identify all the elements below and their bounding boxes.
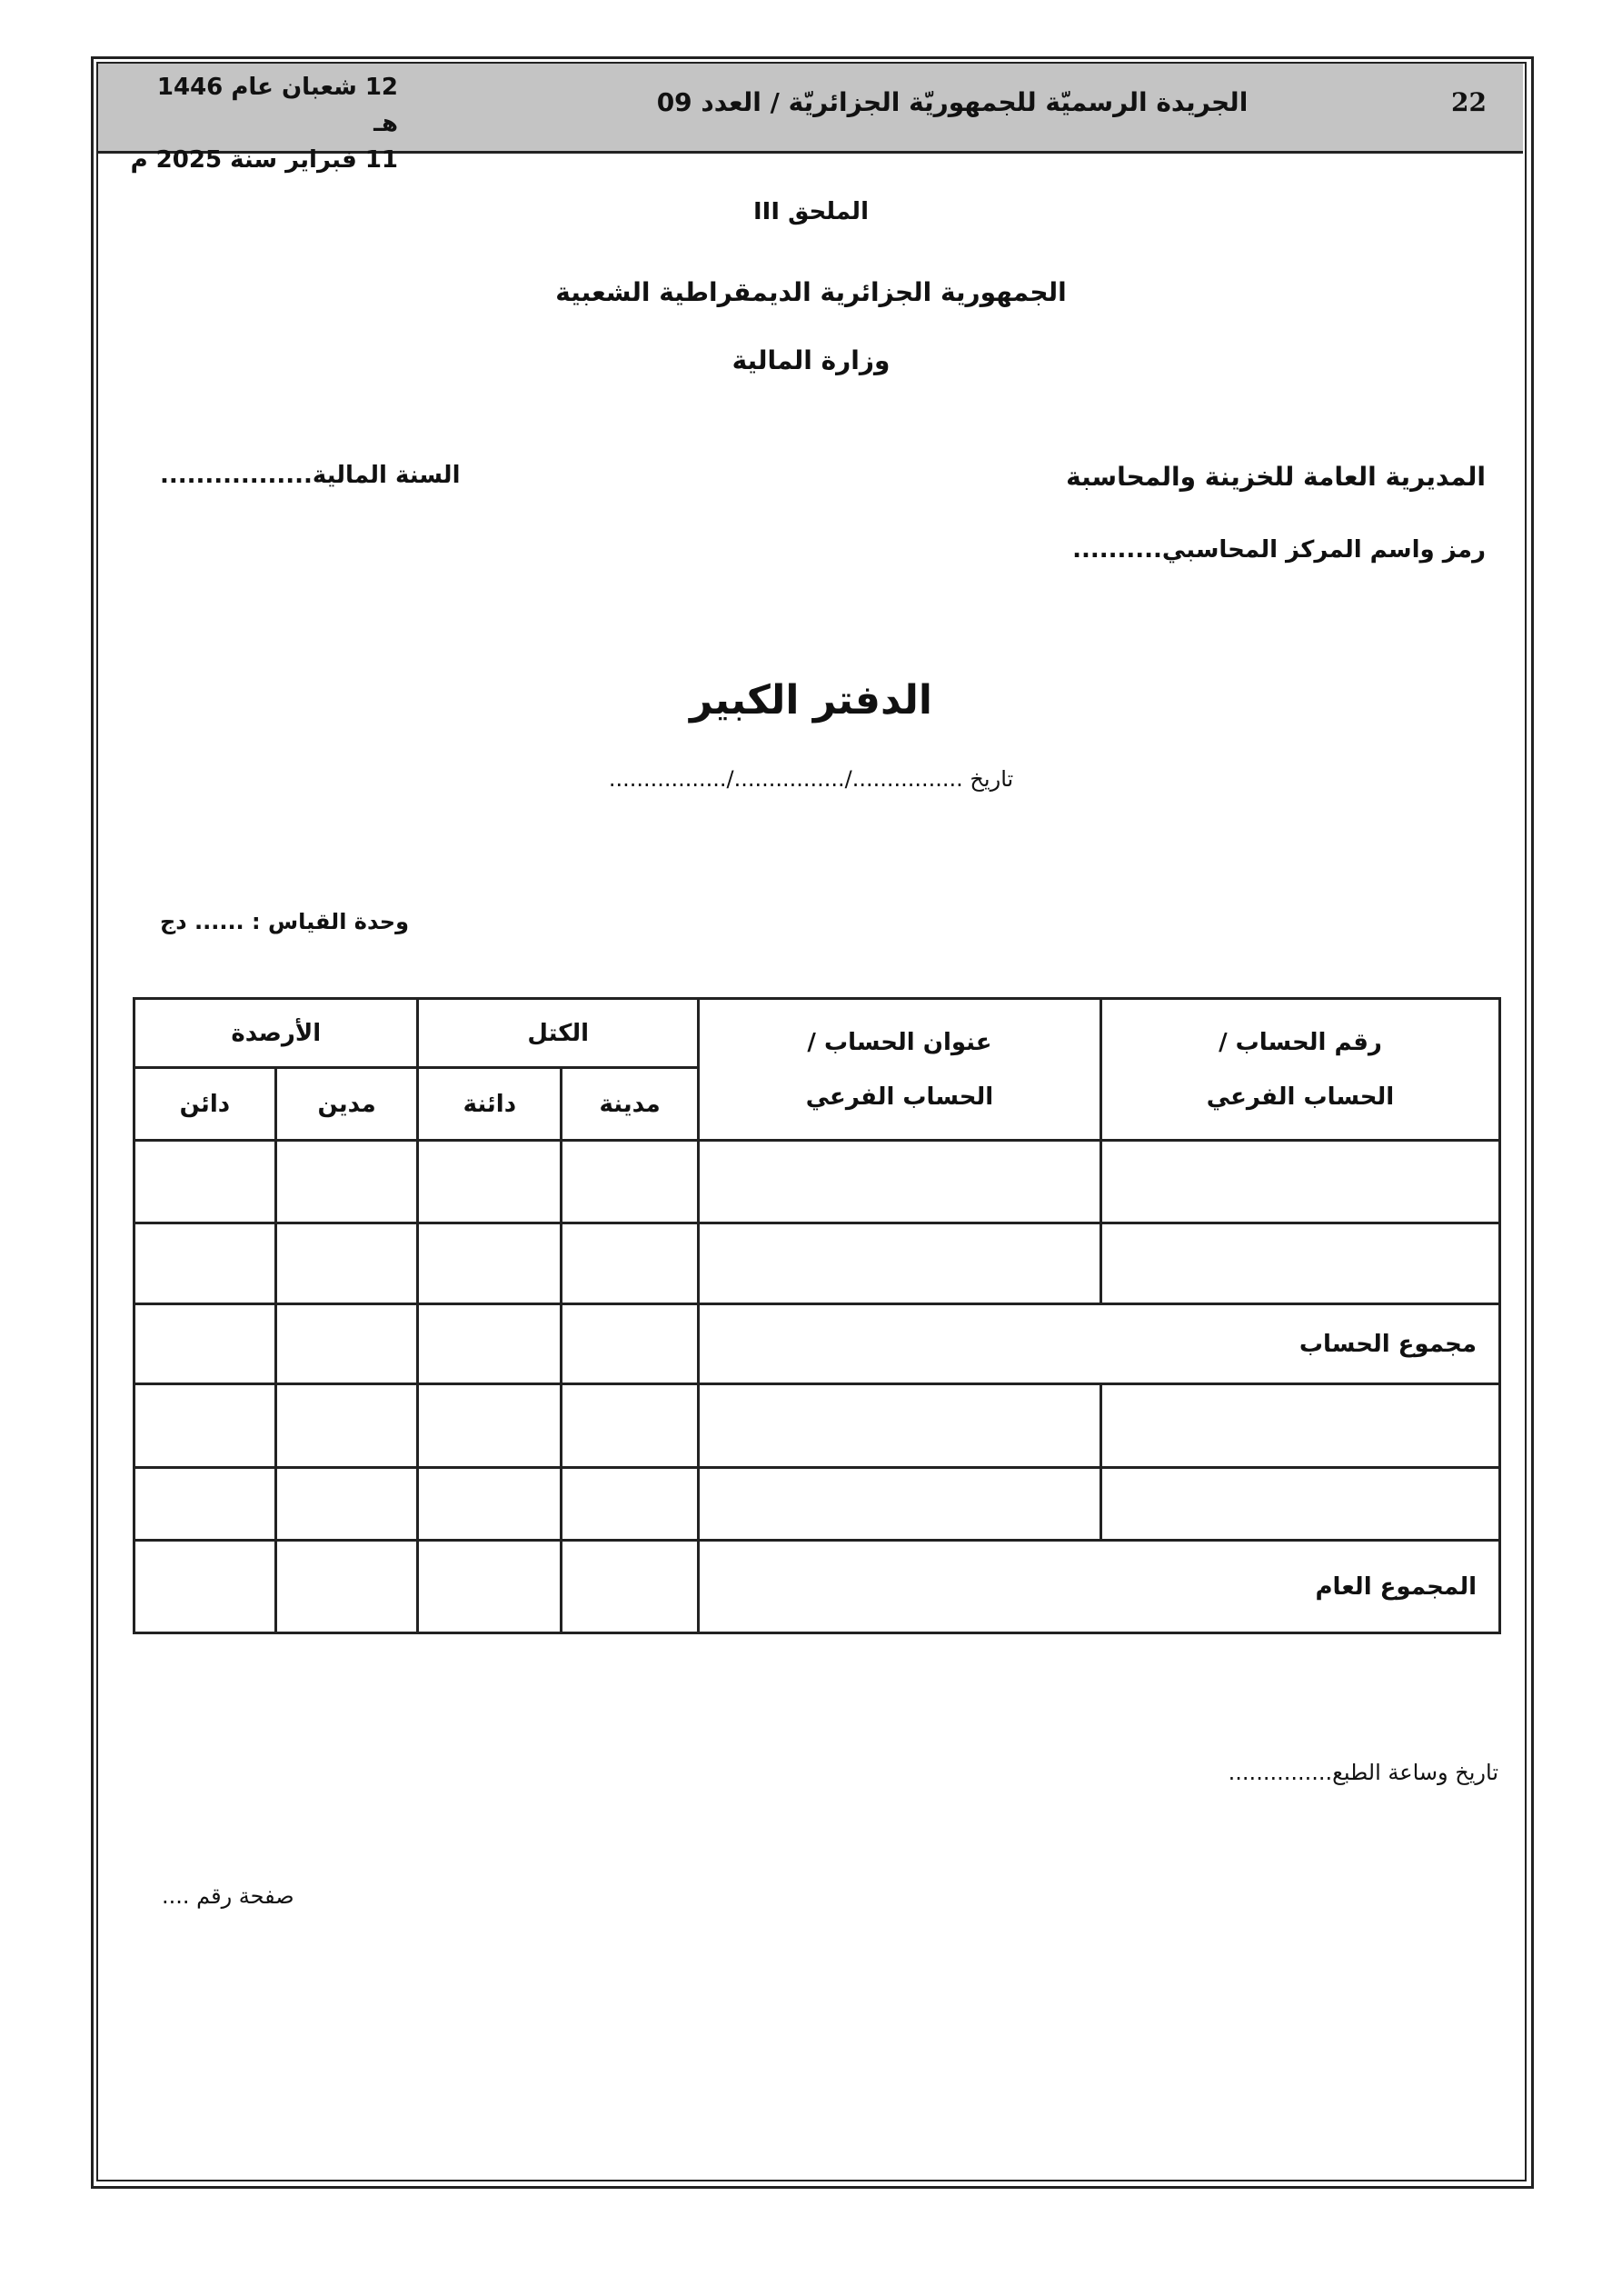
form-title: الدفتر الكبير xyxy=(690,677,932,724)
annex-label: الملحق III xyxy=(753,198,869,225)
directorate: المديرية العامة للخزينة والمحاسبة xyxy=(1066,462,1486,492)
ledger-table xyxy=(133,997,1501,1634)
account-total-row xyxy=(134,1304,1500,1384)
table-row xyxy=(134,1141,1500,1223)
header-debit: مدين xyxy=(275,1068,418,1141)
accounting-center-code: رمز واسم المركز المحاسبي.......... xyxy=(1072,536,1486,564)
fiscal-year: السنة المالية................. xyxy=(160,462,461,489)
header-account-title: عنوان الحساب / الحساب الفرعي xyxy=(698,999,1100,1141)
issue-date xyxy=(125,69,398,178)
page-number: 22 xyxy=(1451,87,1487,117)
page-no: صفحة رقم .... xyxy=(162,1883,294,1909)
date-gregorian: 11 فبراير سنة 2025 م xyxy=(130,146,398,174)
table-row xyxy=(134,1468,1500,1541)
table-row xyxy=(134,1223,1500,1304)
date-line: تاريخ ................/................/................. xyxy=(608,766,1014,792)
print-datetime: تاريخ وساعة الطبع............... xyxy=(1228,1760,1498,1785)
header-credit: دائن xyxy=(134,1068,276,1141)
ministry-name: وزارة المالية xyxy=(731,345,891,375)
header-account-number: رقم الحساب / الحساب الفرعي xyxy=(1100,999,1499,1141)
grand-total-row xyxy=(134,1541,1500,1633)
header-debit-f: مدينة xyxy=(562,1068,699,1141)
date-hijri: 12 شعبان عام 1446 هـ xyxy=(156,74,398,137)
republic-name: الجمهورية الجزائرية الديمقراطية الشعبية xyxy=(555,277,1067,307)
gazette-title: الجريدة الرسميّة للجمهوريّة الجزائريّة / العدد 09 xyxy=(656,87,1249,117)
header-credit-f: دائنة xyxy=(418,1068,562,1141)
header-balances: الأرصدة xyxy=(134,999,418,1068)
gazette-header xyxy=(98,64,1523,174)
header-masses: الكتل xyxy=(418,999,698,1068)
measurement-unit: وحدة القياس : ...... دج xyxy=(160,909,410,934)
account-total-label: مجموع الحساب xyxy=(698,1304,1499,1384)
grand-total-label: المجموع العام xyxy=(698,1541,1499,1633)
table-row xyxy=(134,1384,1500,1468)
